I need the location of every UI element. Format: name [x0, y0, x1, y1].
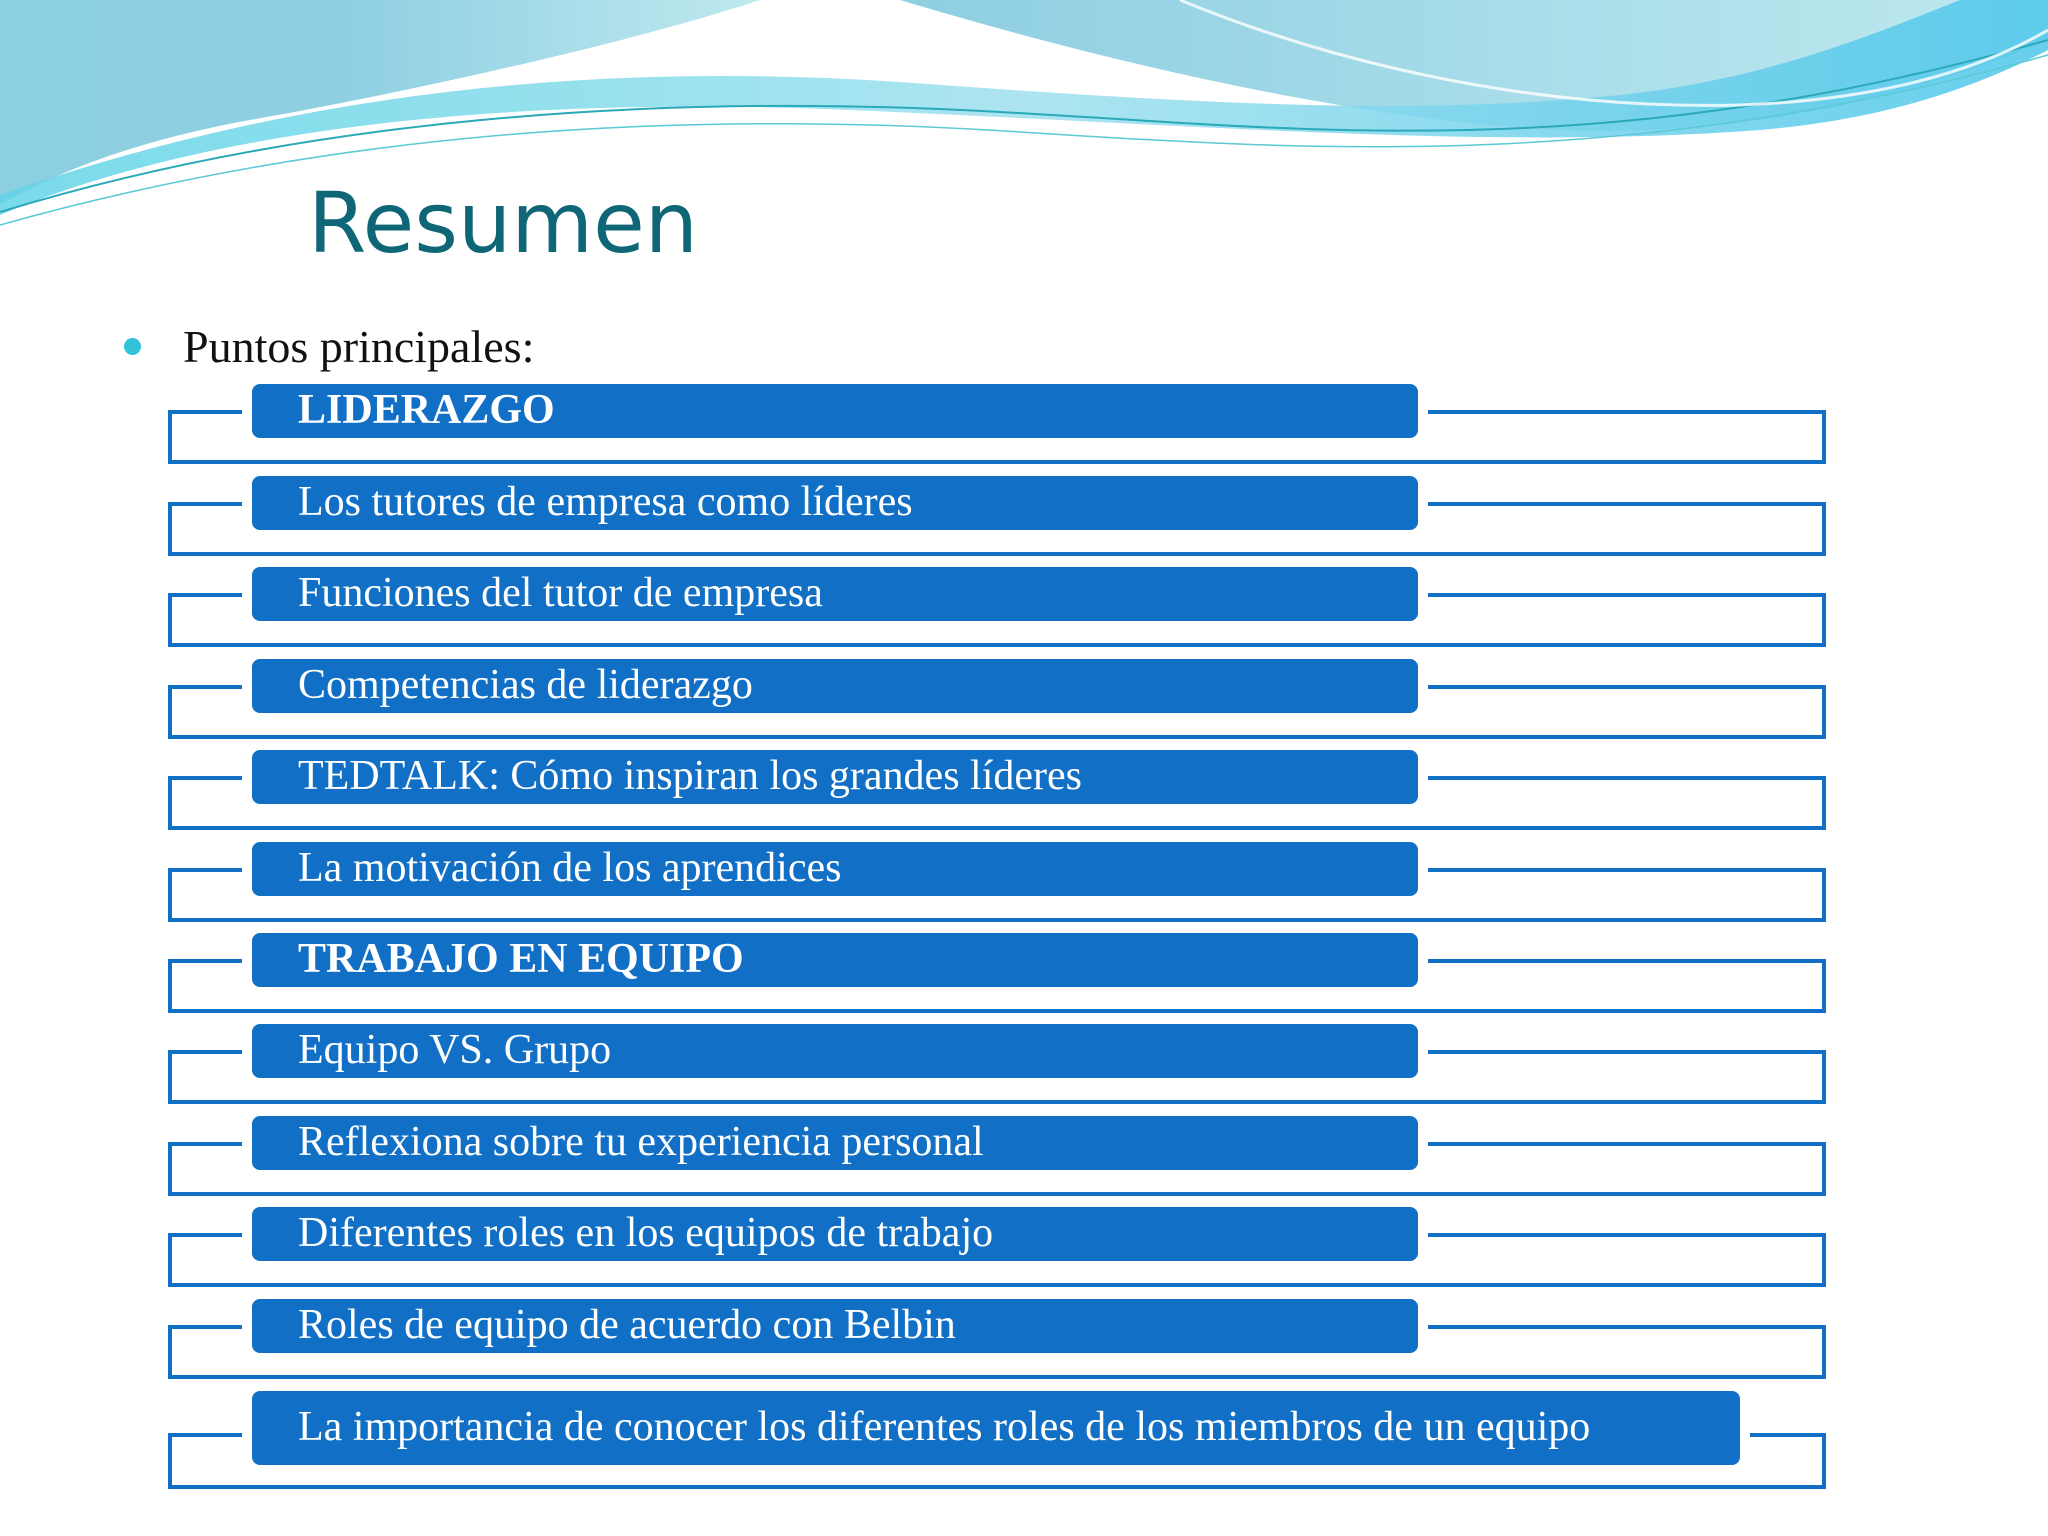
- bullet-label: Puntos principales:: [183, 320, 535, 372]
- summary-item: [168, 476, 1826, 552]
- item-pill: [252, 1299, 1418, 1353]
- item-pill: [252, 659, 1418, 713]
- summary-item: [168, 1391, 1826, 1497]
- summary-item: [168, 933, 1826, 1009]
- item-pill: [252, 842, 1418, 896]
- slide-title: Resumen: [308, 174, 699, 272]
- summary-item: [168, 842, 1826, 918]
- item-label: Equipo VS. Grupo: [298, 1027, 612, 1073]
- item-label: Diferentes roles en los equipos de trabajo: [298, 1210, 994, 1256]
- item-label: Los tutores de empresa como líderes: [298, 479, 913, 525]
- item-label: Competencias de liderazgo: [298, 662, 753, 708]
- item-pill: [252, 476, 1418, 530]
- summary-item: [168, 1116, 1826, 1192]
- item-label: La motivación de los aprendices: [298, 845, 842, 891]
- summary-item: [168, 750, 1826, 826]
- summary-item: [168, 1207, 1826, 1283]
- item-label: Reflexiona sobre tu experiencia personal: [298, 1119, 984, 1165]
- item-label: LIDERAZGO: [298, 387, 555, 433]
- item-pill: [252, 750, 1418, 804]
- item-label: Funciones del tutor de empresa: [298, 570, 823, 616]
- item-label: TRABAJO EN EQUIPO: [298, 936, 744, 982]
- summary-item: [168, 659, 1826, 735]
- item-pill: [252, 1024, 1418, 1078]
- item-pill: [252, 1207, 1418, 1261]
- item-label: TEDTALK: Cómo inspiran los grandes líderes: [298, 753, 1082, 799]
- item-pill: [252, 1391, 1740, 1465]
- item-label: La importancia de conocer los diferentes roles de los miembros de un equipo: [298, 1404, 1591, 1450]
- summary-item: [168, 1299, 1826, 1375]
- item-pill: [252, 933, 1418, 987]
- item-pill: [252, 1116, 1418, 1170]
- summary-item: [168, 1024, 1826, 1100]
- summary-item: [168, 384, 1826, 460]
- item-pill: [252, 384, 1418, 438]
- item-label: Roles de equipo de acuerdo con Belbin: [298, 1302, 956, 1348]
- summary-item: [168, 567, 1826, 643]
- item-pill: [252, 567, 1418, 621]
